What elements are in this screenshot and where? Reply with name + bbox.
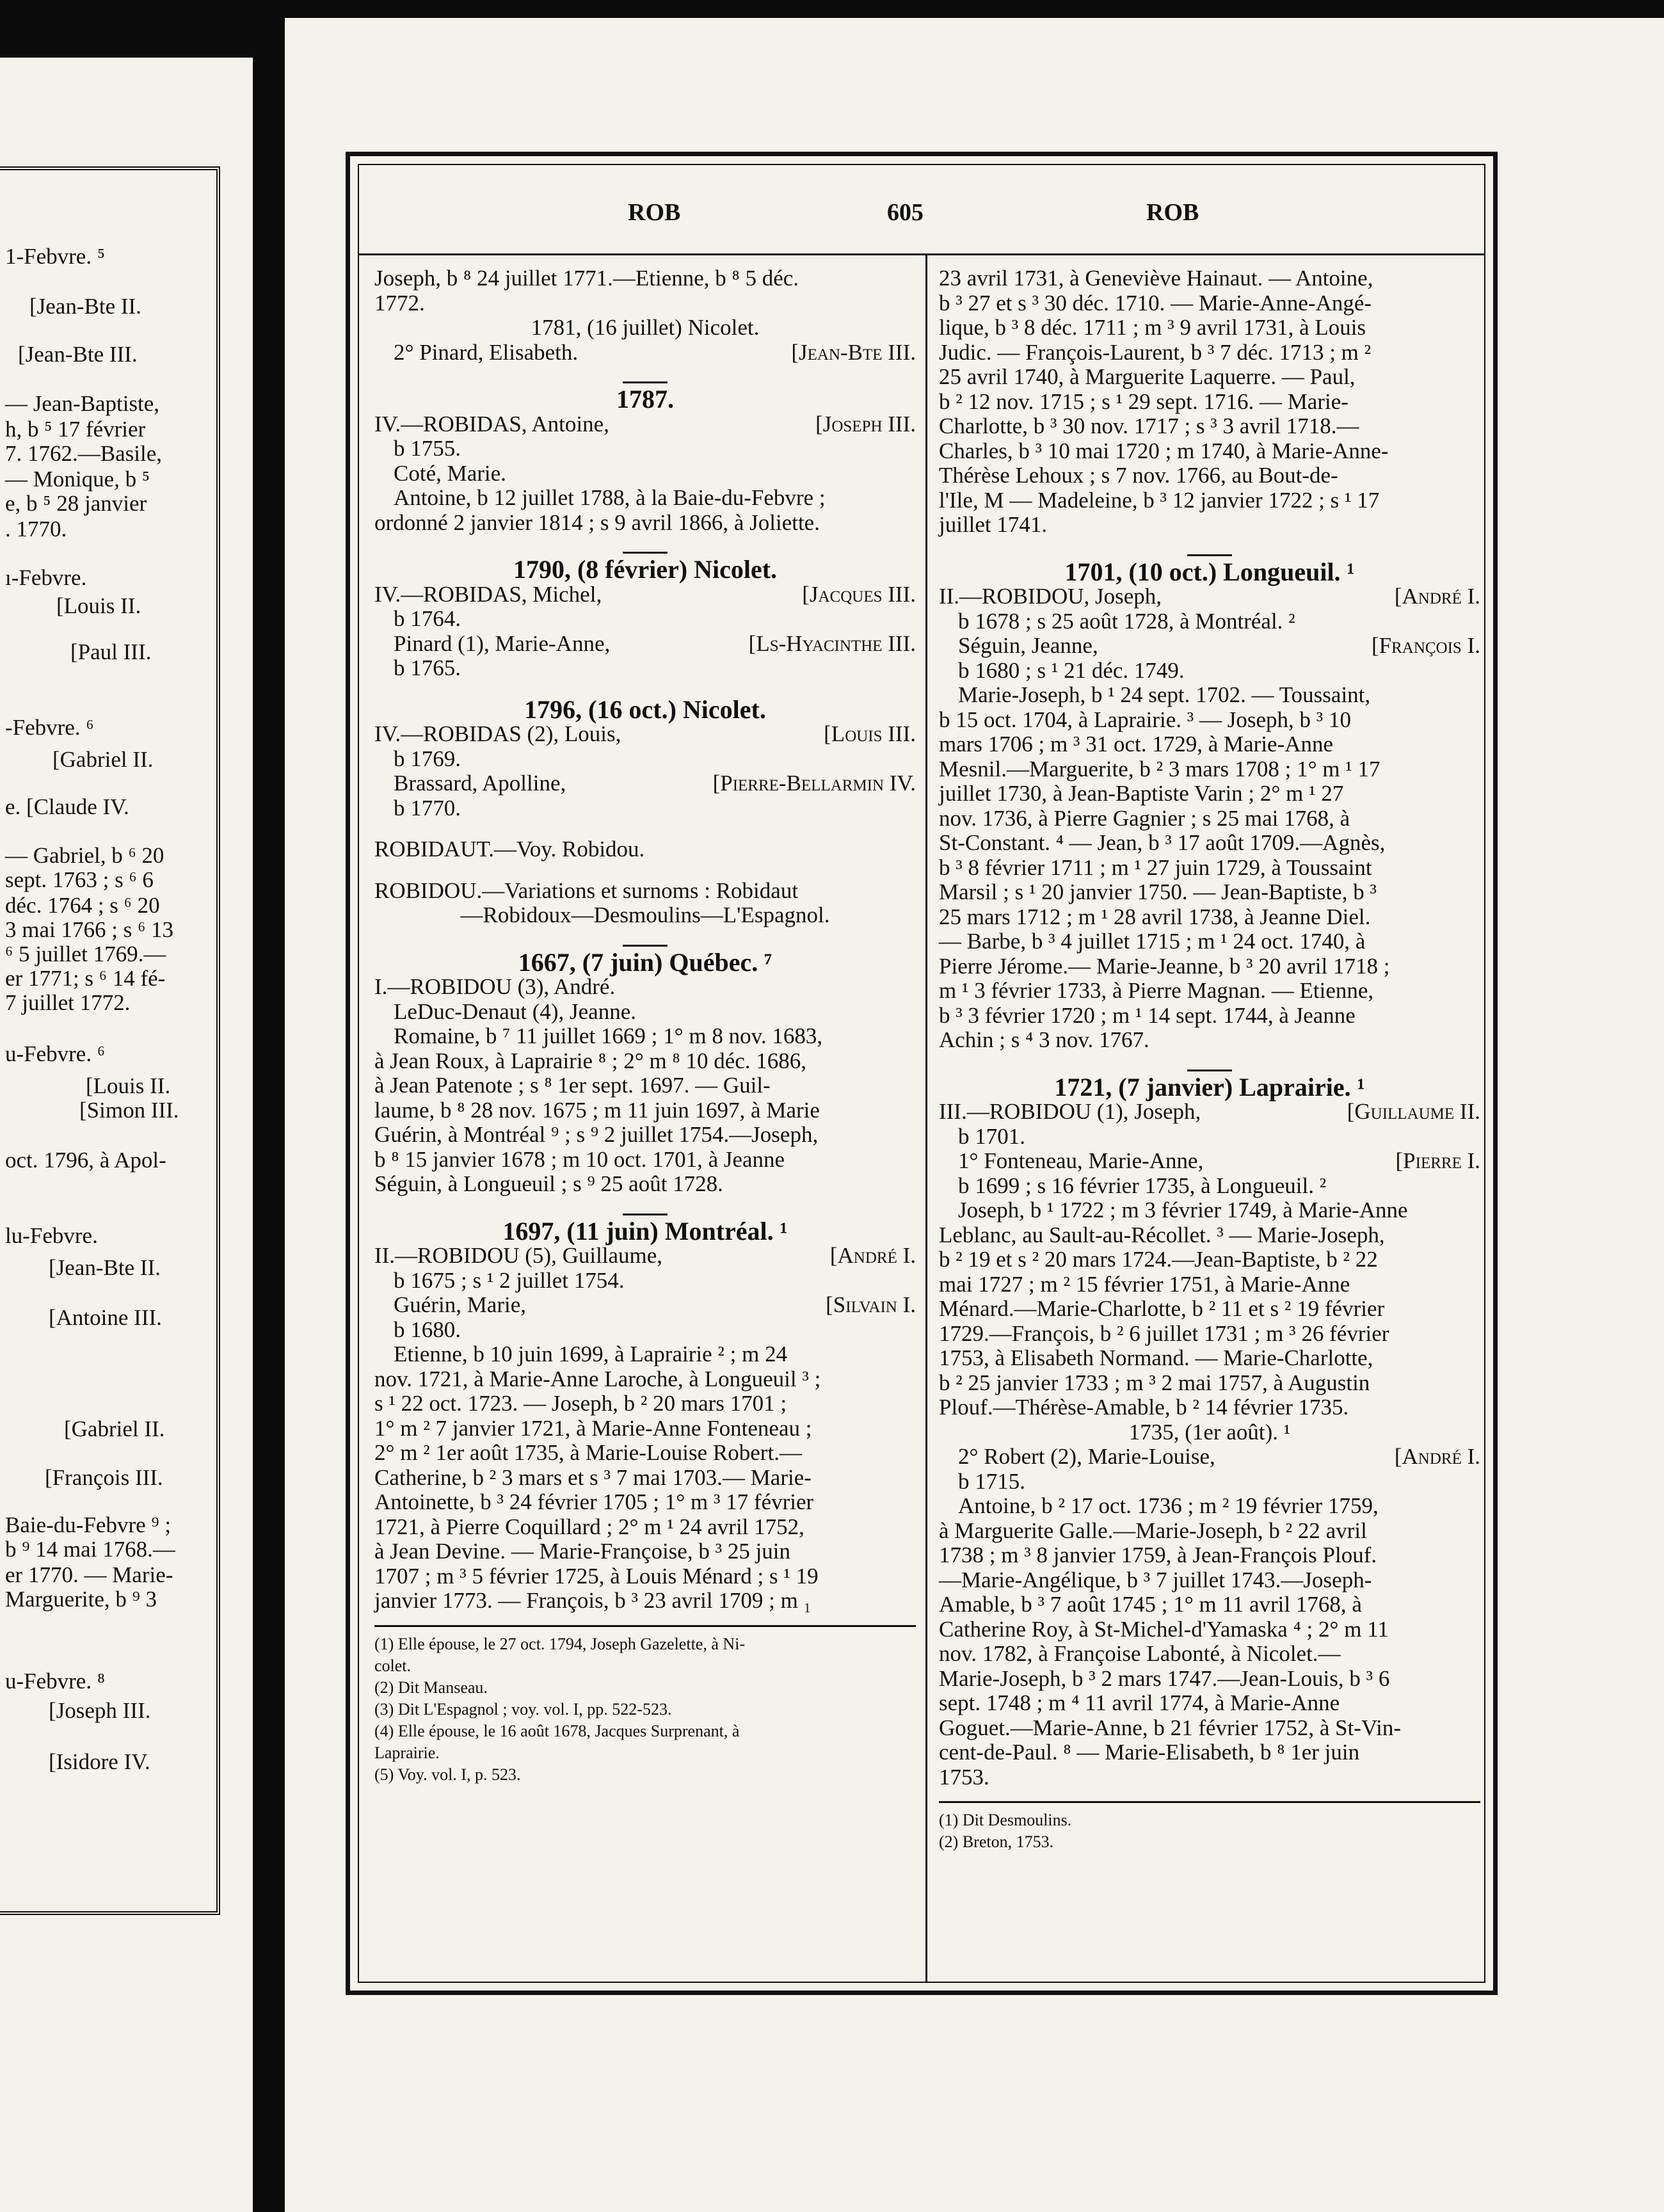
parent-reference: [Guillaume II. [1347, 1099, 1480, 1124]
marriage-heading: 1667, (7 juin) Québec. ⁷ [518, 947, 772, 977]
entry-line: l'Ile, M — Madeleine, b ³ 12 janvier 1722 ; s ¹ 17 [939, 487, 1380, 513]
entry-line: juillet 1741. [939, 512, 1048, 537]
entry-line: b 1680 ; s ¹ 21 déc. 1749. [958, 657, 1185, 683]
entry-line: Joseph, b ¹ 1722 ; m 3 février 1749, à Marie-Anne [958, 1198, 1408, 1222]
fragment-line: [Joseph III. [49, 1698, 151, 1723]
entry-line: Antoine, b ² 17 oct. 1736 ; m ² 19 février 1759, [958, 1493, 1379, 1518]
entry-text: II.—ROBIDOU (5), Guillaume, [374, 1243, 663, 1268]
entry-line: 1772. [374, 290, 425, 316]
entry-text: Guérin, Marie, [394, 1292, 527, 1317]
entry-line: à Jean Devine. — Marie-Françoise, b ³ 25 juin [374, 1539, 791, 1564]
parent-reference: [Jacques III. [802, 581, 916, 607]
entry-line: Romaine, b ⁷ 11 juillet 1669 ; 1° m 8 nov. 1683, [394, 1023, 823, 1048]
entry-line: s ¹ 22 oct. 1723. — Joseph, b ² 20 mars 1701 ; [374, 1391, 787, 1416]
entry-line: Guérin, à Montréal ⁹ ; s ⁹ 2 juillet 1754.—Joseph, [374, 1122, 819, 1147]
section-rule [1187, 554, 1232, 556]
fragment-line: [Antoine III. [49, 1305, 162, 1330]
fragment-line: — Jean-Baptiste, [5, 391, 160, 416]
entry-line: ROBIDAUT.—Voy. Robidou. [374, 837, 645, 862]
entry-line: lique, b ³ 8 déc. 1711 ; m ³ 9 avril 1731, à Louis [939, 315, 1366, 340]
footnotes [374, 1633, 916, 1786]
entry-text: IV.—ROBIDAS (2), Louis, [374, 721, 621, 746]
entry-line [939, 1100, 1480, 1125]
parent-reference: [André I. [1394, 584, 1480, 609]
entry-line: laume, b ⁸ 28 nov. 1675 ; m 11 juin 1697, à Marie [374, 1097, 820, 1123]
parent-reference: [Silvain I. [826, 1292, 916, 1317]
entry-line: mai 1727 ; m ² 15 février 1751, à Marie-Anne [939, 1271, 1350, 1297]
fragment-line: oct. 1796, à Apol- [5, 1148, 166, 1173]
fragment-line: ⁶ 5 juillet 1769.— [5, 942, 166, 966]
marriage-heading: 1697, (11 juin) Montréal. ¹ [502, 1216, 788, 1246]
entry-line: Amable, b ³ 7 août 1745 ; 1° m 11 avril 1768, à [939, 1592, 1362, 1617]
fragment-line: er 1771; s ⁶ 14 fé- [5, 966, 166, 991]
fragment-line: [Simon III. [79, 1098, 179, 1123]
fragment-line: -Febvre. ⁶ [5, 715, 94, 740]
fragment-line: 1-Febvre. ⁵ [5, 244, 106, 269]
entry-line: Charlotte, b ³ 30 nov. 1717 ; s ³ 3 avril 1718.— [939, 413, 1359, 438]
entry-line: b 1715. [958, 1468, 1025, 1494]
entry-line: Judic. — François-Laurent, b ³ 7 déc. 1713 ; m ² [939, 339, 1372, 365]
entry-line: b 1680. [394, 1317, 461, 1342]
page-number: 605 [887, 199, 924, 226]
spacer [374, 862, 916, 879]
entry-line: 25 mars 1712 ; m ¹ 28 avril 1738, à Jeanne Diel. [939, 904, 1371, 929]
entry-line: ordonné 2 janvier 1814 ; s 9 avril 1866, à Joliette. [374, 509, 820, 535]
entry-line: nov. 1721, à Marie-Anne Laroche, à Longueuil ³ ; [374, 1366, 821, 1391]
fragment-line: [Gabriel II. [52, 747, 154, 772]
fragment-line: [Jean-Bte III. [18, 342, 138, 367]
section-rule [623, 552, 668, 554]
running-head-left: ROB [628, 199, 681, 226]
entry-line: Plouf.—Thérèse-Amable, b ² 14 février 1735. [939, 1395, 1349, 1420]
entry-text: Pinard (1), Marie-Anne, [394, 630, 611, 656]
entry-line: Mesnil.—Marguerite, b ² 3 mars 1708 ; 1° m ¹ 17 [939, 756, 1380, 781]
parent-reference: [Joseph III. [815, 411, 916, 437]
fragment-line: [Louis II. [56, 593, 141, 618]
entry-line: 1738 ; m ³ 8 janvier 1759, à Jean-François Plouf. [939, 1543, 1377, 1567]
entry-line: b 1701. [958, 1123, 1025, 1149]
entry-line [374, 632, 916, 657]
entry-line: b 1770. [394, 795, 461, 821]
entry-line: —Robidoux—Desmoulins—L'Espagnol. [460, 902, 830, 927]
entry-line: b ² 25 janvier 1733 ; m ³ 2 mai 1757, à Augustin [939, 1370, 1370, 1395]
entry-line: b 1755. [394, 436, 461, 461]
fragment-line: er 1770. — Marie- [5, 1562, 173, 1587]
entry-line [939, 1149, 1480, 1174]
entry-line [939, 1445, 1480, 1470]
entry-line: Joseph, b ⁸ 24 juillet 1771.—Etienne, b ⁸ 5 déc. [374, 266, 799, 291]
entry-line: b ³ 27 et s ³ 30 déc. 1710. — Marie-Anne-Angé- [939, 290, 1372, 316]
fragment-line: [Jean-Bte II. [29, 294, 141, 319]
parent-reference: [Jean-Bte III. [791, 339, 916, 365]
entry-line [374, 1293, 916, 1318]
entry-line: Etienne, b 10 juin 1699, à Laprairie ² ; m 24 [394, 1342, 788, 1366]
footnote: (1) Dit Desmoulins. [939, 1811, 1072, 1829]
fragment-line: 7. 1762.—Basile, [5, 441, 162, 466]
parent-reference: [Pierre-Bellarmin IV. [712, 771, 916, 796]
fragment-line: — Gabriel, b ⁶ 20 [5, 843, 164, 868]
entry-line: b 1675 ; s ¹ 2 juillet 1754. [394, 1267, 625, 1293]
entry-line: b 1678 ; s 25 août 1728, à Montréal. ² [958, 608, 1295, 634]
fragment-line: — Monique, b ⁵ [5, 467, 150, 492]
marriage-heading: 1796, (16 oct.) Nicolet. [524, 694, 766, 724]
entry-line: Marie-Joseph, b ¹ 24 sept. 1702. — Toussaint, [958, 682, 1371, 707]
fragment-line: 7 juillet 1772. [5, 990, 131, 1015]
entry-line: Marie-Joseph, b ³ 2 mars 1747.—Jean-Louis, b ³ 6 [939, 1665, 1390, 1691]
spacer [374, 821, 916, 837]
fragment-line: lu-Febvre. [5, 1223, 98, 1248]
entry-line: 1° m ² 7 janvier 1721, à Marie-Anne Fonteneau ; [374, 1415, 812, 1441]
entry-line [374, 771, 916, 796]
entry-line: St-Constant. ⁴ — Jean, b ³ 17 août 1709.—Agnès, [939, 830, 1386, 855]
parent-reference: [André I. [829, 1243, 916, 1268]
footnote: (2) Dit Manseau. [374, 1678, 488, 1697]
entry-line: 1781, (16 juillet) Nicolet. [531, 315, 760, 340]
entry-text: 2° Robert (2), Marie-Louise, [958, 1444, 1215, 1469]
marriage-heading: 1790, (8 février) Nicolet. [513, 555, 778, 584]
column-separator [925, 253, 927, 1982]
fragment-line: sept. 1763 ; s ⁶ 6 [5, 867, 154, 892]
footnote: (4) Elle épouse, le 16 août 1678, Jacques Surprenant, à [374, 1721, 740, 1740]
parent-reference: [Ls-Hyacinthe III. [748, 630, 916, 656]
entry-line: I.—ROBIDOU (3), André. [374, 974, 616, 999]
entry-line: 23 avril 1731, à Geneviève Hainaut. — Antoine, [939, 266, 1373, 291]
entry-text: IV.—ROBIDAS, Michel, [374, 581, 602, 607]
parent-reference: [Louis III. [824, 721, 916, 746]
entry-line: Antoinette, b ³ 24 février 1705 ; 1° m ³ 17 février [374, 1489, 814, 1514]
left-column [374, 266, 916, 1786]
footnotes [939, 1809, 1480, 1853]
entry-line [939, 634, 1480, 659]
entry-text: Séguin, Jeanne, [958, 633, 1098, 658]
fragment-line: h, b ⁵ 17 février [5, 417, 146, 442]
entry-line: 25 avril 1740, à Marguerite Laquerre. — Paul, [939, 364, 1356, 389]
entry-text: III.—ROBIDOU (1), Joseph, [939, 1099, 1201, 1124]
entry-line: Ménard.—Marie-Charlotte, b ² 11 et s ² 19 février [939, 1296, 1385, 1321]
entry-line: mars 1706 ; m ³ 31 oct. 1729, à Marie-Anne [939, 732, 1334, 757]
footnote-rule [374, 1625, 916, 1627]
entry-line: b ² 19 et s ² 20 mars 1724.—Jean-Baptiste, b ² 22 [939, 1247, 1378, 1272]
entry-line: LeDuc-Denaut (4), Jeanne. [394, 998, 636, 1024]
entry-line: ROBIDOU.—Variations et surnoms : Robidaut [374, 878, 799, 903]
entry-line: Coté, Marie. [394, 460, 506, 486]
fragment-line: [Louis II. [86, 1073, 171, 1098]
footnote: Laprairie. [374, 1743, 440, 1762]
entry-line: b ⁸ 15 janvier 1678 ; m 10 oct. 1701, à Jeanne [374, 1146, 785, 1172]
fragment-line: [Isidore IV. [49, 1749, 150, 1774]
fragment-line: . 1770. [5, 517, 67, 541]
running-head-right: ROB [1146, 199, 1199, 226]
fragment-line: b ⁹ 14 mai 1768.— [5, 1537, 175, 1562]
entry-line: 1721, à Pierre Coquillard ; 2° m ¹ 24 avril 1752, [374, 1514, 804, 1539]
fragment-line: e. [Claude IV. [5, 794, 129, 819]
entry-line: janvier 1773. — François, b ³ 23 avril 1709 ; m ₁ [374, 1588, 812, 1613]
left-page-fragment [0, 58, 253, 2212]
entry-line: b ² 12 nov. 1715 ; s ¹ 29 sept. 1716. — Marie- [939, 389, 1348, 414]
entry-line [939, 584, 1480, 609]
entry-line: Charles, b ³ 10 mai 1720 ; m 1740, à Marie-Anne- [939, 438, 1389, 463]
entry-line: Antoine, b 12 juillet 1788, à la Baie-du-Febvre ; [394, 485, 826, 510]
fragment-line: u-Febvre. ⁶ [5, 1041, 106, 1066]
entry-line: Leblanc, au Sault-au-Récollet. ³ — Marie-Joseph, [939, 1222, 1385, 1247]
entry-line: 1753. [939, 1764, 989, 1790]
fragment-line: e, b ⁵ 28 janvier [5, 491, 147, 516]
entry-line: b 1699 ; s 16 février 1735, à Longueuil. ² [958, 1173, 1327, 1198]
entry-line: b 1764. [394, 606, 461, 631]
entry-line: nov. 1782, à Françoise Labonté, à Nicolet.— [939, 1641, 1341, 1666]
fragment-line: ı-Febvre. [5, 565, 87, 590]
entry-line: Séguin, à Longueuil ; s ⁹ 25 août 1728. [374, 1171, 723, 1196]
marriage-heading: 1787. [616, 385, 674, 413]
fragment-line: 3 mai 1766 ; s ⁶ 13 [5, 917, 174, 942]
entry-line: — Barbe, b ³ 4 juillet 1715 ; m ¹ 24 oct. 1740, à [939, 929, 1366, 954]
footnote: (5) Voy. vol. I, p. 523. [374, 1765, 521, 1784]
entry-line: cent-de-Paul. ⁸ — Marie-Elisabeth, b ⁸ 1er juin [939, 1740, 1360, 1765]
entry-line: b 1769. [394, 746, 461, 771]
entry-line: nov. 1736, à Pierre Gagnier ; s 25 mai 1768, à [939, 805, 1350, 831]
entry-text: 2° Pinard, Elisabeth. [394, 339, 579, 365]
entry-line: b ³ 3 février 1720 ; m ¹ 14 sept. 1744, à Jeanne [939, 1002, 1356, 1028]
entry-line: à Marguerite Galle.—Marie-Joseph, b ² 22 avril [939, 1518, 1367, 1543]
entry-line: m ¹ 3 février 1733, à Pierre Magnan. — Etienne, [939, 978, 1374, 1003]
entry-line [374, 1244, 916, 1269]
marriage-heading: 1701, (10 oct.) Longueuil. ¹ [1064, 557, 1355, 586]
page-frame [346, 152, 1498, 1995]
fragment-line: déc. 1764 ; s ⁶ 20 [5, 893, 160, 918]
page-frame-inner [358, 164, 1485, 1983]
footnote: (2) Breton, 1753. [939, 1832, 1054, 1851]
fragment-line: [François III. [45, 1465, 163, 1490]
entry-line: Catherine, b ² 3 mars et s ³ 7 mai 1703.— Marie- [374, 1464, 812, 1490]
entry-line [374, 582, 916, 607]
fragment-line: Baie-du-Febvre ⁹ ; [5, 1512, 172, 1537]
section-rule [623, 381, 668, 383]
section-rule [623, 1214, 668, 1215]
header-rule [359, 253, 1484, 255]
parent-reference: [Pierre I. [1395, 1148, 1480, 1173]
entry-line: à Jean Patenote ; s ⁸ 1er sept. 1697. — Guil- [374, 1073, 771, 1098]
entry-text: 1° Fonteneau, Marie-Anne, [958, 1148, 1204, 1173]
entry-line [374, 341, 916, 365]
entry-line: juillet 1730, à Jean-Baptiste Varin ; 2° m ¹ 27 [939, 781, 1344, 806]
entry-line: Goguet.—Marie-Anne, b 21 février 1752, à St-Vin- [939, 1715, 1402, 1740]
section-rule [623, 945, 668, 947]
entry-line: Thérèse Lehoux ; s 7 nov. 1766, au Bout-de- [939, 463, 1338, 488]
fragment-line: [Jean-Bte II. [49, 1255, 161, 1280]
entry-line: b ³ 8 février 1711 ; m ¹ 27 juin 1729, à Toussaint [939, 854, 1372, 880]
entry-line: 1729.—François, b ² 6 juillet 1731 ; m ³ 26 février [939, 1320, 1389, 1346]
entry-line: à Jean Roux, à Laprairie ⁸ ; 2° m ⁸ 10 déc. 1686, [374, 1048, 807, 1073]
marriage-heading: 1721, (7 janvier) Laprairie. ¹ [1054, 1072, 1365, 1102]
entry-line: 1753, à Elisabeth Normand. — Marie-Charlotte, [939, 1345, 1373, 1370]
entry-text: Brassard, Apolline, [394, 771, 566, 796]
entry-line: Marsil ; s ¹ 20 janvier 1750. — Jean-Baptiste, b ³ [939, 879, 1377, 904]
entry-line: 1735, (1er août). ¹ [1128, 1419, 1291, 1445]
footnote-rule [939, 1801, 1480, 1803]
fragment-line: [Paul III. [70, 639, 152, 664]
entry-line: —Marie-Angélique, b ³ 7 juillet 1743.—Joseph- [939, 1567, 1372, 1592]
fragment-line: [Gabriel II. [64, 1416, 165, 1441]
entry-line: b 15 oct. 1704, à Laprairie. ³ — Joseph, b ³ 10 [939, 707, 1352, 732]
section-rule [1187, 1070, 1232, 1071]
entry-line: Pierre Jérome.— Marie-Jeanne, b ³ 20 avril 1718 ; [939, 953, 1390, 979]
entry-line: Catherine Roy, à St-Michel-d'Yamaska ⁴ ; 2° m 11 [939, 1616, 1389, 1642]
fragment-line: u-Febvre. ⁸ [5, 1669, 106, 1694]
footnote: (3) Dit L'Espagnol ; voy. vol. I, pp. 522-523. [374, 1699, 672, 1719]
entry-line [374, 722, 916, 747]
entry-line [374, 412, 916, 437]
entry-line: b 1765. [394, 655, 461, 680]
footnote: colet. [374, 1656, 412, 1675]
parent-reference: [André I. [1394, 1444, 1480, 1469]
entry-line: sept. 1748 ; m ⁴ 11 avril 1774, à Marie-Anne [939, 1690, 1340, 1715]
right-column [939, 266, 1480, 1853]
footnote: (1) Elle épouse, le 27 oct. 1794, Joseph Gazelette, à Ni- [374, 1634, 746, 1653]
entry-line: 2° m ² 1er août 1735, à Marie-Louise Robert.— [374, 1440, 802, 1465]
entry-line: Achin ; s ⁴ 3 nov. 1767. [939, 1027, 1149, 1052]
entry-line: 1707 ; m ³ 5 février 1725, à Louis Ménard ; s ¹ 19 [374, 1563, 819, 1589]
fragment-line: Marguerite, b ⁹ 3 [5, 1587, 157, 1612]
entry-text: IV.—ROBIDAS, Antoine, [374, 411, 609, 437]
parent-reference: [François I. [1371, 633, 1480, 658]
entry-text: II.—ROBIDOU, Joseph, [939, 584, 1162, 609]
